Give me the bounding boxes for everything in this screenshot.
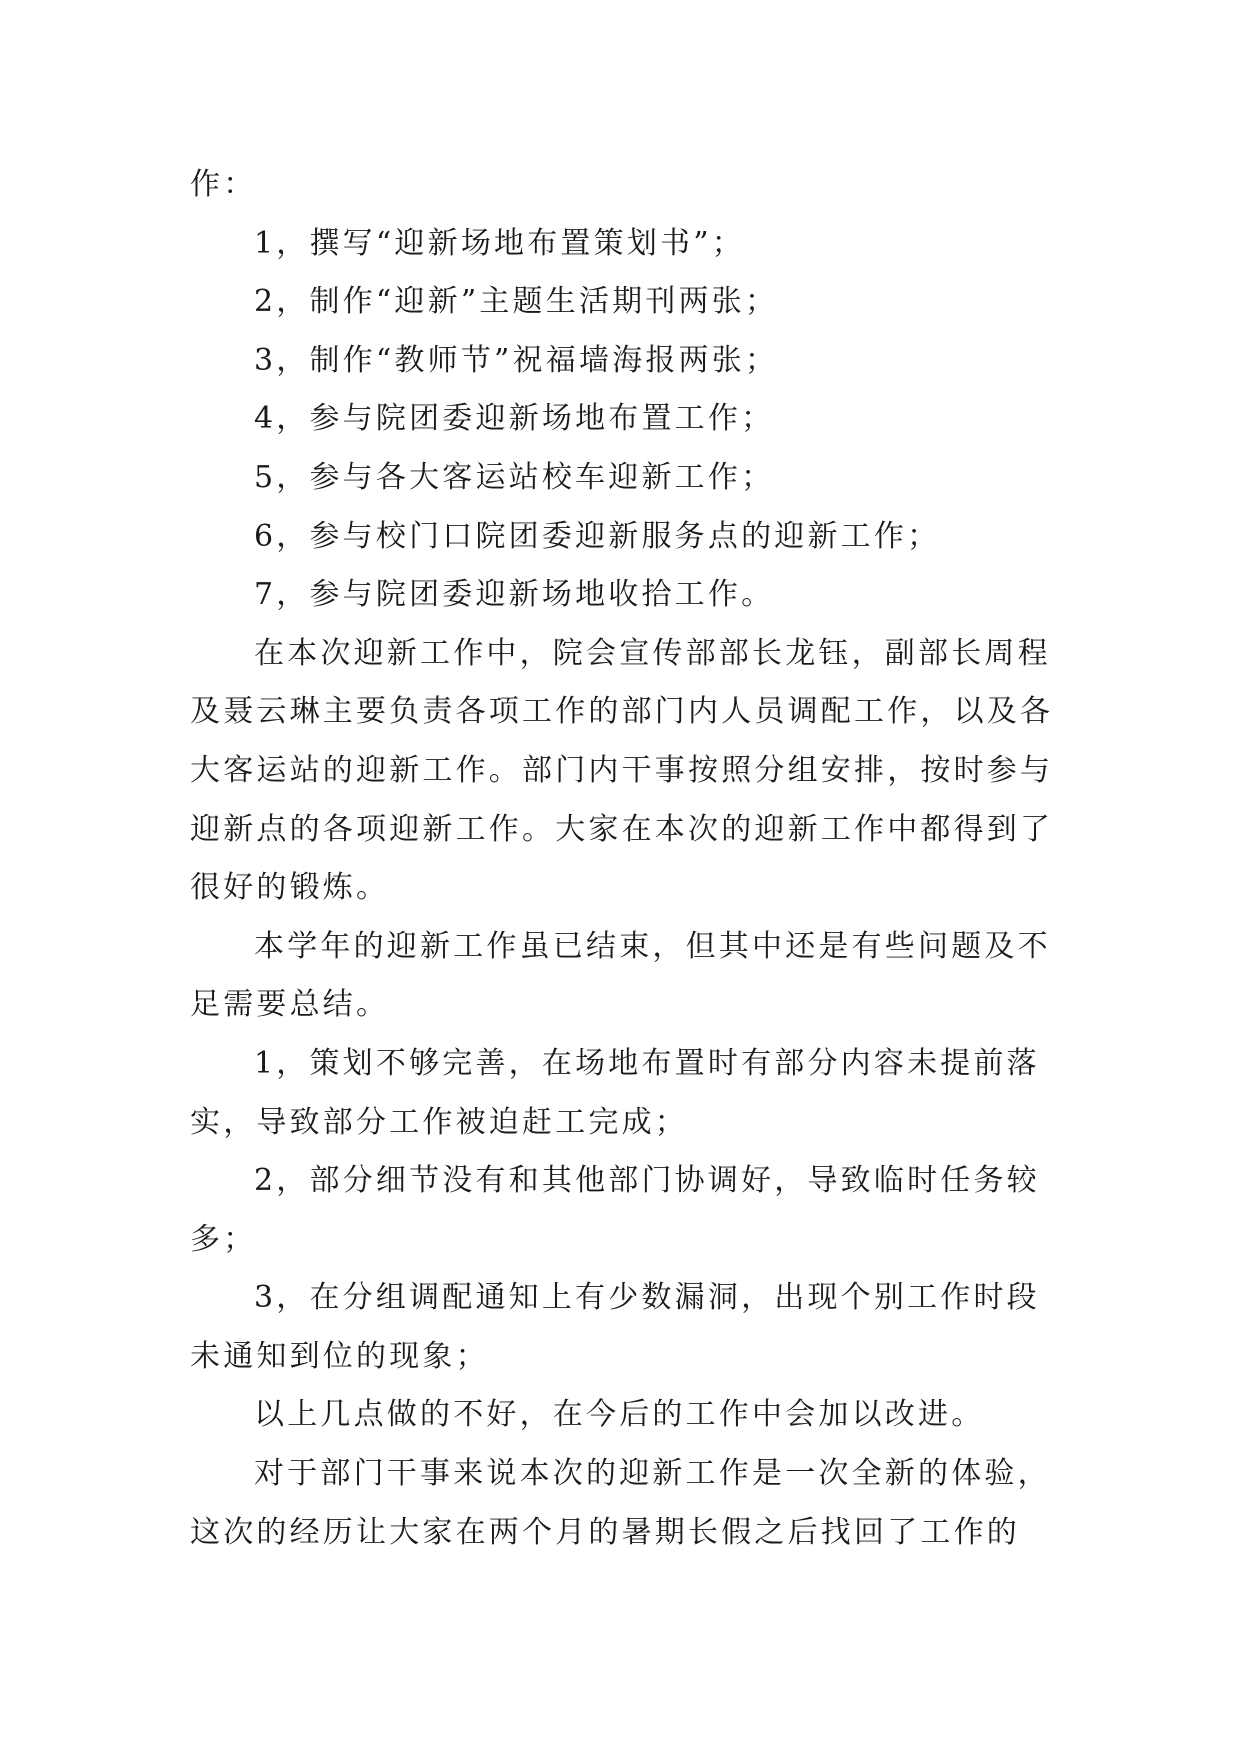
paragraph-line: 本学年的迎新工作虽已结束，但其中还是有些问题及不 [254,928,1051,964]
problem-item-1: 1，策划不够完善，在场地布置时有部分内容未提前落 [254,1045,1040,1081]
list-item-2: 2，制作“迎新”主题生活期刊两张； [254,284,779,320]
problem-item-1-cont: 实，导致部分工作被迫赶工完成； [190,1104,688,1140]
paragraph-line: 大客运站的迎新工作。部门内干事按照分组安排，按时参与 [190,752,1054,788]
paragraph-line: 迎新点的各项迎新工作。大家在本次的迎新工作中都得到了 [190,811,1054,847]
text-line: 作： [190,167,257,202]
list-item-1: 1，撰写“迎新场地布置策划书”； [254,225,745,261]
list-item-6: 6，参与校门口院团委迎新服务点的迎新工作； [254,518,941,554]
paragraph-line: 足需要总结。 [190,987,390,1023]
paragraph-line: 以上几点做的不好，在今后的工作中会加以改进。 [254,1397,985,1433]
list-item-3: 3，制作“教师节”祝福墙海报两张； [254,342,779,378]
document-body [190,156,1054,1562]
list-item-4: 4，参与院团委迎新场地布置工作； [254,401,775,437]
problem-item-2: 2，部分细节没有和其他部门协调好，导致临时任务较 [254,1163,1040,1199]
problem-item-2-cont: 多； [190,1221,257,1257]
problem-item-3-cont: 未通知到位的现象； [190,1338,489,1374]
paragraph-line: 这次的经历让大家在两个月的暑期长假之后找回了工作的 [190,1514,1020,1550]
list-item-7: 7，参与院团委迎新场地收拾工作。 [254,577,775,613]
list-item-5: 5，参与各大客运站校车迎新工作； [254,459,775,495]
paragraph-line: 很好的锻炼。 [190,870,390,906]
problem-item-3: 3，在分组调配通知上有少数漏洞，出现个别工作时段 [254,1280,1040,1316]
paragraph-line: 及聂云琳主要负责各项工作的部门内人员调配工作，以及各 [190,694,1054,730]
paragraph-line: 在本次迎新工作中，院会宣传部部长龙钰，副部长周程 [254,635,1051,671]
paragraph-line: 对于部门干事来说本次的迎新工作是一次全新的体验， [254,1456,1051,1492]
